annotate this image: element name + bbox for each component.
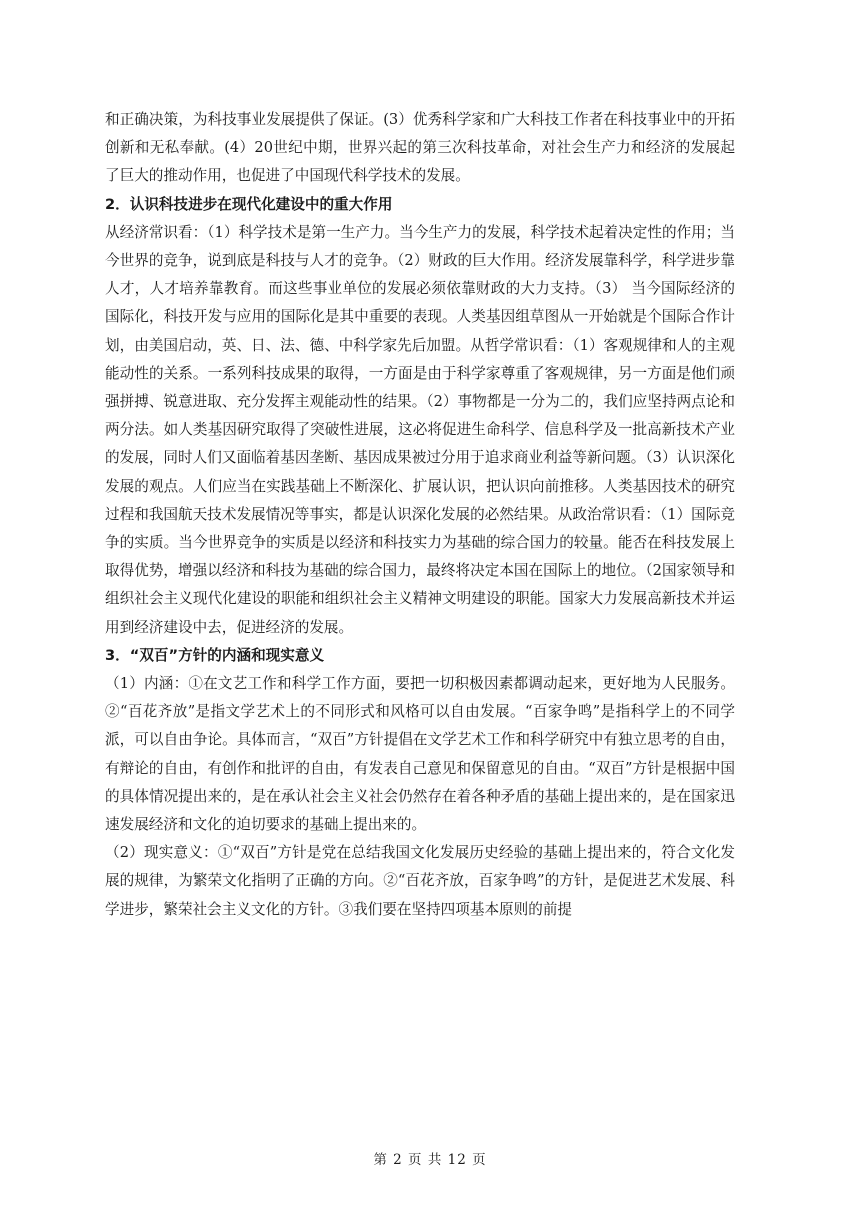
paragraph-section-2: 从经济常识看：（1）科学技术是第一生产力。当今生产力的发展，科学技术起着决定性的作用；当今世界的竞争，说到底是科技与人才的竞争。（2）财政的巨大作用。经济发展靠科学，科学进步靠人才，人才培养靠教育。而这些事业单位的发展必须依靠财政的大力支持。（3） 当今国际经济的国际化，科技开发与应用的国际化是其中重要的表现。人类基因组草图从一开始就是个国际合作计划，由美国启动，英、日、法、德、中科学家先后加盟。从哲学常识看：（1）客观规律和人的主观能动性的关系。一系列科技成果的取得，一方面是由于科学家尊重了客观规律，另一方面是他们顽强拼搏、锐意进取、充分发挥主观能动性的结果。（2）事物都是一分为二的，我们应坚持两点论和两分法。如人类基因研究取得了突破性进展，这必将促进生命科学、信息科学及一批高新技术产业的发展，同时人们又面临着基因垄断、基因成果被过分用于追求商业利益等新问题。（3）认识深化发展的观点。人们应当在实践基础上不断深化、扩展认识，把认识向前推移。人类基因技术的研究过程和我国航天技术发展情况等事实，都是认识深化发展的必然结果。从政治常识看：（1）国际竞争的实质。当今世界竞争的实质是以经济和科技实力为基础的综合国力的较量。能否在科技发展上取得优势，增强以经济和科技为基础的综合国力，最终将决定本国在国际上的地位。（2国家领导和组织社会主义现代化建设的职能和组织社会主义精神文明建设的职能。国家大力发展高新技术并运用到经济建设中去，促进经济的发展。 — [105, 223, 735, 636]
paragraph-significance: （2）现实意义：①“双百”方针是党在总结我国文化发展历史经验的基础上提出来的，符合文化发展的规律，为繁荣文化指明了正确的方向。②“百花齐放，百家争鸣”的方针，是促进艺术发展、科学进步，繁荣社会主义文化的方针。③我们要在坚持四项基本原则的前提 — [105, 844, 735, 918]
section-heading-2: 2．认识科技进步在现代化建设中的重大作用 — [105, 195, 393, 213]
paragraph-connotation: （1）内涵：①在文艺工作和科学工作方面，要把一切积极因素都调动起来，更好地为人民服务。②“百花齐放”是指文学艺术上的不同形式和风格可以自由发展。“百家争鸣”是指科学上的不同学派，可以自由争论。具体而言，“双百”方针提倡在文学艺术工作和科学研究中有独立思考的自由，有辩论的自由，有创作和批评的自由，有发表自己意见和保留意见的自由。“双百”方针是根据中国的具体情况提出来的，是在承认社会主义社会仍然存在着各种矛盾的基础上提出来的，是在国家迅速发展经济和文化的迫切要求的基础上提出来的。 — [105, 675, 735, 834]
page-footer: 第 2 页 共 12 页 — [373, 1152, 487, 1168]
paragraph-continuation: 和正确决策，为科技事业发展提供了保证。(3）优秀科学家和广大科技工作者在科技事业中的开拓创新和无私奉献。(4）20世纪中期，世界兴起的第三次科技革命，对社会生产力和经济的发展起了巨大的推动作用，也促进了中国现代科学技术的发展。 — [105, 111, 735, 185]
section-heading-3: 3．“双百”方针的内涵和现实意义 — [105, 646, 325, 664]
page-content — [105, 106, 735, 924]
